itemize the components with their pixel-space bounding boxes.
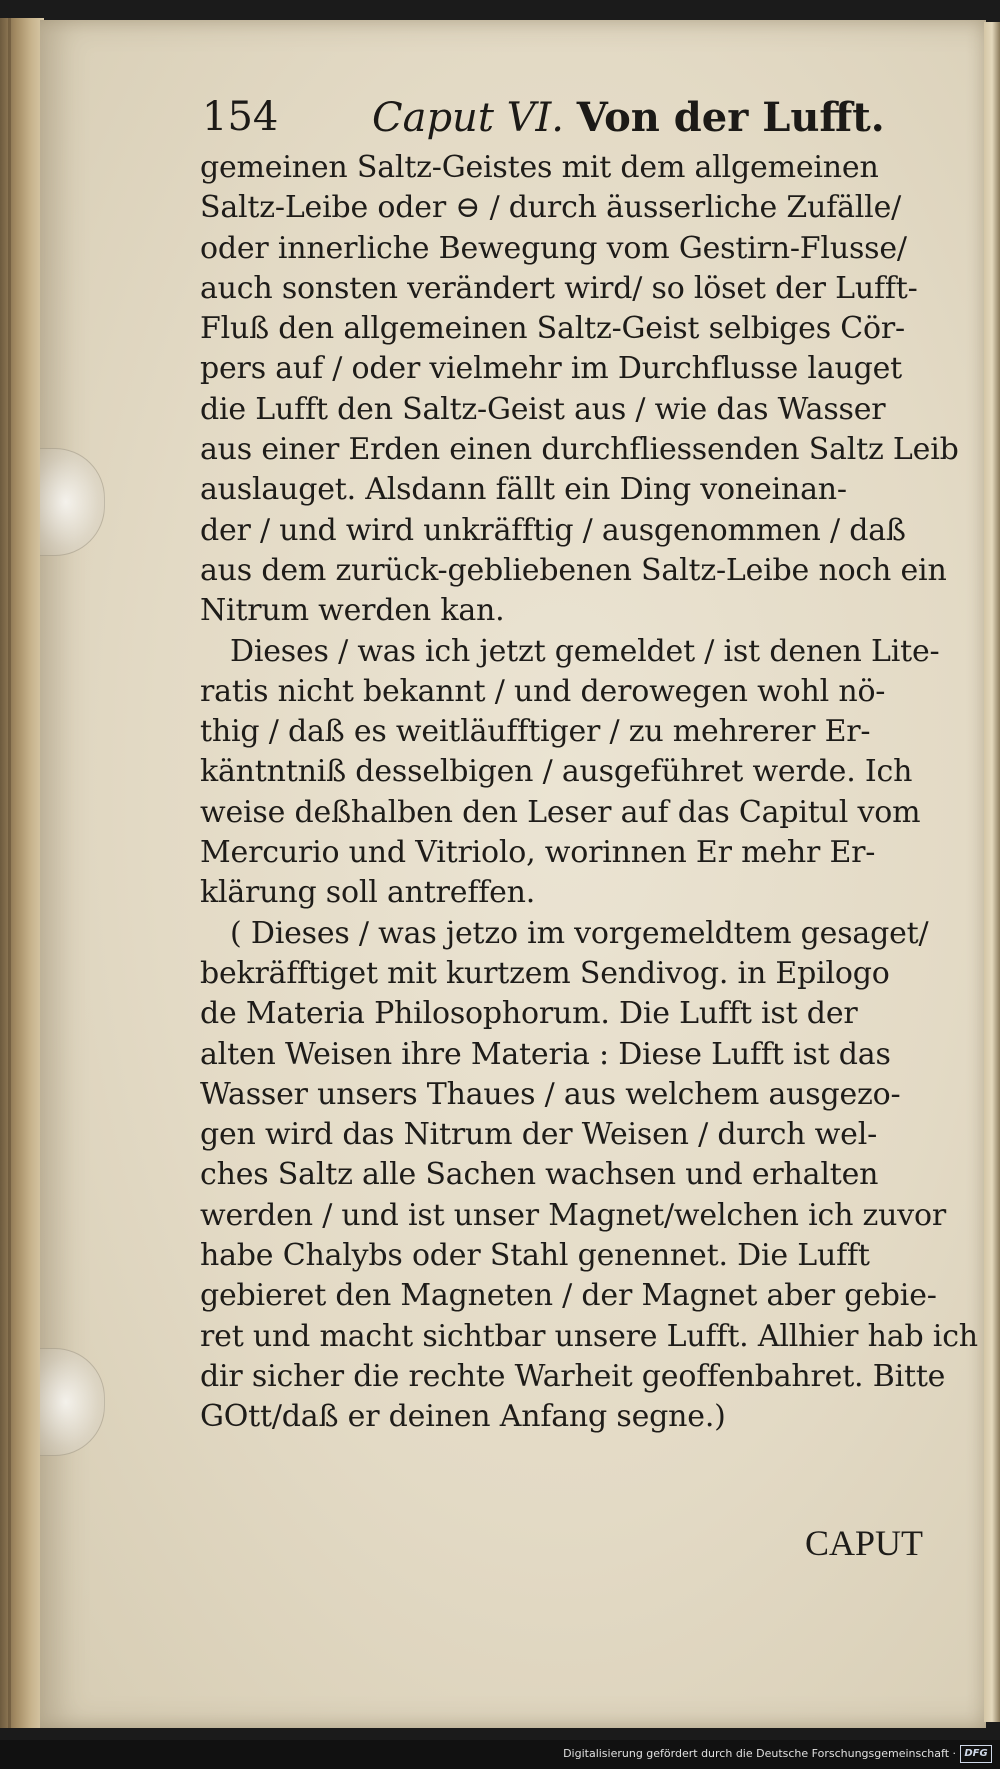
page-edge-right	[984, 22, 1000, 1722]
dfg-logo: DFG	[960, 1745, 992, 1763]
text-line: thig / daß es weitläufftiger / zu mehrerer Er-	[200, 714, 871, 750]
text-line: GOtt/daß er deinen Anfang segne.)	[200, 1399, 726, 1435]
text-line: auslauget. Alsdann fällt ein Ding voneinan-	[200, 472, 847, 508]
text-line: oder innerliche Bewegung vom Gestirn-Flusse/	[200, 230, 907, 266]
text-line: pers auf / oder vielmehr im Durchflusse lauget	[200, 351, 903, 387]
text-line: bekräfftiget mit kurtzem Sendivog. in Epilogo	[200, 955, 890, 991]
text-line: aus einer Erden einen durchfliessenden Saltz Leib	[200, 432, 959, 468]
text-line: weise deßhalben den Leser auf das Capitul vom	[200, 794, 921, 830]
text-line: Nitrum werden kan.	[200, 593, 505, 629]
text-line: die Lufft den Saltz-Geist aus / wie das Wasser	[200, 391, 886, 427]
text-line: alten Weisen ihre Materia : Diese Lufft ist das	[200, 1036, 891, 1072]
text-line: Mercurio und Vitriolo, worinnen Er mehr Er-	[200, 835, 876, 871]
catchword: CAPUT	[805, 1523, 924, 1563]
text-line: der / und wird unkräfftig / ausgenommen / daß	[200, 512, 906, 548]
text-line: Saltz-Leibe oder ⊖ / durch äusserliche Zufälle/	[200, 190, 902, 226]
text-line: Wasser unsers Thaues / aus welchem ausgezo-	[200, 1076, 901, 1112]
digitization-footer	[0, 1740, 1000, 1769]
clip-mark-bottom	[40, 1348, 105, 1456]
text-line: gebieret den Magneten / der Magnet aber gebie-	[200, 1278, 937, 1314]
body-text	[200, 148, 978, 1438]
text-line: Fluß den allgemeinen Saltz-Geist selbiges Cör-	[200, 311, 905, 347]
running-head-title: Von der Lufft.	[576, 94, 885, 141]
page-number: 154	[202, 94, 279, 140]
text-line: klärung soll antreffen.	[200, 875, 536, 911]
text-line: käntntniß desselbigen / ausgeführet werde. Ich	[200, 754, 913, 790]
text-line: dir sicher die rechte Warheit geoffenbahret. Bitte	[200, 1358, 946, 1394]
text-line: ratis nicht bekannt / und derowegen wohl nö-	[200, 673, 886, 709]
text-line: ret und macht sichtbar unsere Lufft. Allhier hab ich	[200, 1318, 978, 1354]
text-line: ches Saltz alle Sachen wachsen und erhalten	[200, 1157, 879, 1193]
text-line: Dieses / was ich jetzt gemeldet / ist denen Lite-	[230, 633, 940, 669]
clip-mark-top	[40, 448, 105, 556]
text-line: habe Chalybs oder Stahl genennet. Die Lufft	[200, 1238, 870, 1274]
text-line: werden / und ist unser Magnet/welchen ich zuvor	[200, 1197, 947, 1233]
text-line: aus dem zurück-gebliebenen Saltz-Leibe noch ein	[200, 552, 947, 588]
text-line: gemeinen Saltz-Geistes mit dem allgemeinen	[200, 150, 879, 185]
book-binding-edge	[0, 18, 44, 1728]
running-head-caput: Caput VI.	[372, 95, 565, 141]
page-header	[202, 90, 902, 146]
running-head	[372, 94, 885, 141]
text-line: gen wird das Nitrum der Weisen / durch wel-	[200, 1117, 878, 1153]
funding-credit: Digitalisierung gefördert durch die Deutsche Forschungsgemeinschaft ·	[563, 1747, 956, 1760]
text-line: auch sonsten verändert wird/ so löset der Lufft-	[200, 270, 918, 306]
text-line: de Materia Philosophorum. Die Lufft ist der	[200, 996, 858, 1032]
text-line: ( Dieses / was jetzo im vorgemeldtem gesaget/	[230, 915, 929, 951]
